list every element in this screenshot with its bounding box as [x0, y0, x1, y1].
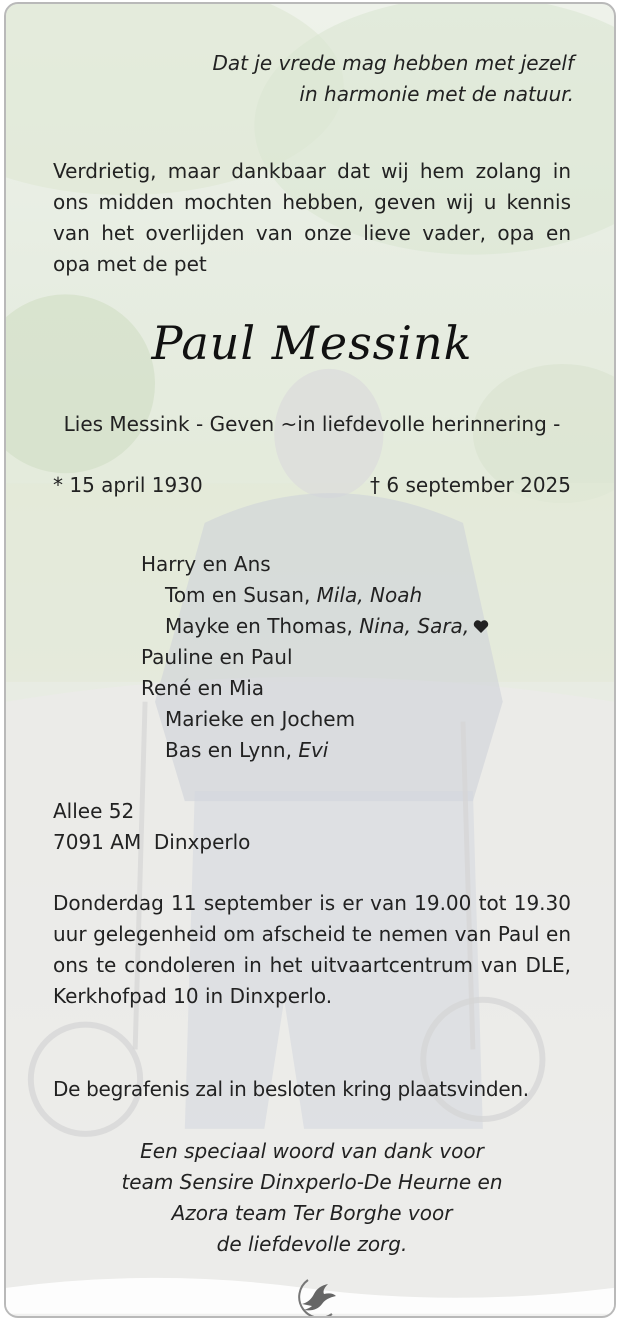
poem: [46, 48, 574, 110]
heart-icon: [473, 619, 489, 634]
poem-line-1: Dat je vrede mag hebben met jezelf: [212, 51, 574, 75]
family-names: Mayke en Thomas,: [165, 614, 360, 638]
farewell-text: Donderdag 11 september is er van 19.00 tot 19.30 uur gelegenheid om afscheid te nemen van Paul en ons te condoleren in het uitvaartcentrum van DLE, Kerkhofpad 10 in Dinxperlo.: [53, 891, 571, 1008]
address-city: 7091 AM Dinxperlo: [53, 830, 251, 854]
deceased-name: Paul Messink: [151, 316, 473, 370]
family-line-3: [141, 611, 489, 642]
family-list: [141, 549, 489, 766]
family-names: Pauline en Paul: [141, 645, 293, 669]
family-names: Marieke en Jochem: [165, 707, 356, 731]
death-date: † 6 september 2025: [370, 473, 571, 497]
thanks-text: [6, 1136, 616, 1260]
grandchildren-names: Mila, Noah: [316, 583, 423, 607]
poem-line-2: in harmonie met de natuur.: [299, 82, 574, 106]
family-names: Tom en Susan,: [165, 583, 317, 607]
obituary-card: [4, 2, 616, 1318]
family-line-2: [141, 580, 489, 611]
thanks-line-4: de liefdevolle zorg.: [216, 1232, 408, 1256]
family-line-5: [141, 673, 489, 704]
family-names: Bas en Lynn,: [165, 738, 299, 762]
family-line-6: [141, 704, 489, 735]
family-line-7: [141, 735, 489, 766]
address-street: Allee 52: [53, 799, 135, 823]
intro-text: Verdrietig, maar dankbaar dat wij hem zolang in ons midden mochten hebben, geven wij u kennis van het overlijden van onze lieve vader, opa en opa met de pet: [53, 159, 571, 276]
birth-date: * 15 april 1930: [53, 473, 203, 497]
spouse-line: Lies Messink - Geven ~in liefdevolle herinnering -: [63, 412, 561, 436]
thanks-line-2: team Sensire Dinxperlo-De Heurne en: [121, 1170, 503, 1194]
family-line-4: [141, 642, 489, 673]
grandchildren-names: Nina, Sara,: [359, 614, 470, 638]
dove-icon: [288, 1276, 340, 1318]
thanks-line-3: Azora team Ter Borghe voor: [171, 1201, 453, 1225]
funeral-text: De begrafenis zal in besloten kring plaatsvinden.: [53, 1077, 529, 1101]
grandchildren-names: Evi: [298, 738, 329, 762]
address: [53, 796, 250, 858]
family-line-1: [141, 549, 489, 580]
family-names: Harry en Ans: [141, 552, 271, 576]
family-names: René en Mia: [141, 676, 265, 700]
thanks-line-1: Een speciaal woord van dank voor: [140, 1139, 484, 1163]
